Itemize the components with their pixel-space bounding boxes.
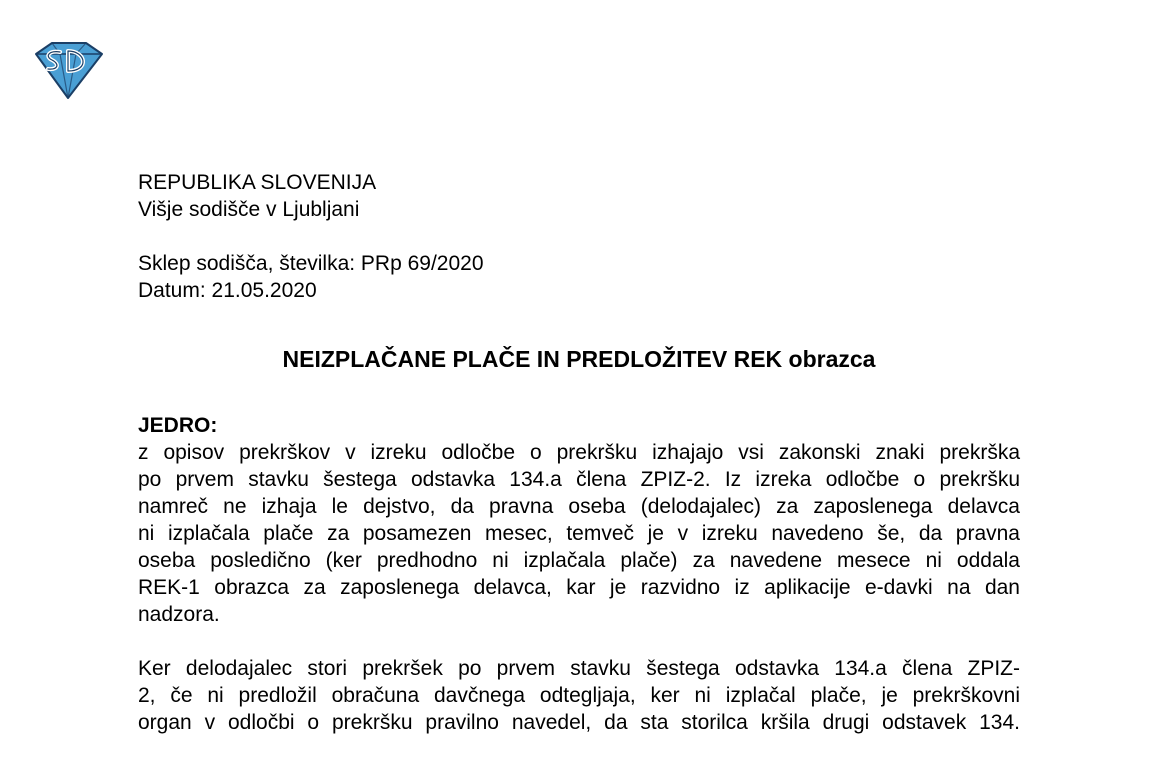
country-name: REPUBLIKA SLOVENIJA xyxy=(138,171,377,194)
paragraph-line: organ v odločbi o prekršku pravilno navedel, da sta storilca kršila drugi odstavek 134. xyxy=(138,711,1020,734)
paragraph-line: oseba posledično (ker predhodno ni izplačala plače) za navedene mesece ni oddala xyxy=(138,549,1020,572)
decision-date: Datum: 21.05.2020 xyxy=(138,279,317,302)
document-body xyxy=(138,169,1020,763)
paragraph-line: namreč ne izhaja le dejstvo, da pravna oseba (delodajalec) za zaposlenega delavca xyxy=(138,495,1020,518)
court-emblem-icon xyxy=(30,40,106,100)
paragraph-line: Ker delodajalec stori prekršek po prvem stavku šestega odstavka 134.a člena ZPIZ- xyxy=(138,657,1020,680)
issuer-block xyxy=(138,169,1020,223)
core-heading: JEDRO: xyxy=(138,414,218,437)
document-title: NEIZPLAČANE PLAČE IN PREDLOŽITEV REK obrazca xyxy=(282,346,876,372)
paragraph-line: ni izplačala plače za posamezen mesec, temveč je v izreku navedeno še, da pravna xyxy=(138,522,1020,545)
core-paragraph-2 xyxy=(138,655,1020,736)
paragraph-line: 2, če ni predložil obračuna davčnega odtegljaja, ker ni izplačal plače, je prekrškovni xyxy=(138,684,1020,707)
court-name: Višje sodišče v Ljubljani xyxy=(138,198,360,221)
paragraph-line: REK-1 obrazca za zaposlenega delavca, kar je razvidno iz aplikacije e-davki na dan xyxy=(138,576,1020,599)
paragraph-line: nadzora. xyxy=(138,603,220,626)
core-paragraph-1 xyxy=(138,439,1020,628)
paragraph-line: z opisov prekrškov v izreku odločbe o prekršku izhajajo vsi zakonski znaki prekrška xyxy=(138,441,1020,464)
decision-meta xyxy=(138,250,1020,304)
decision-number: Sklep sodišča, številka: PRp 69/2020 xyxy=(138,252,484,275)
paragraph-line: po prvem stavku šestega odstavka 134.a člena ZPIZ-2. Iz izreka odločbe o prekršku xyxy=(138,468,1020,491)
